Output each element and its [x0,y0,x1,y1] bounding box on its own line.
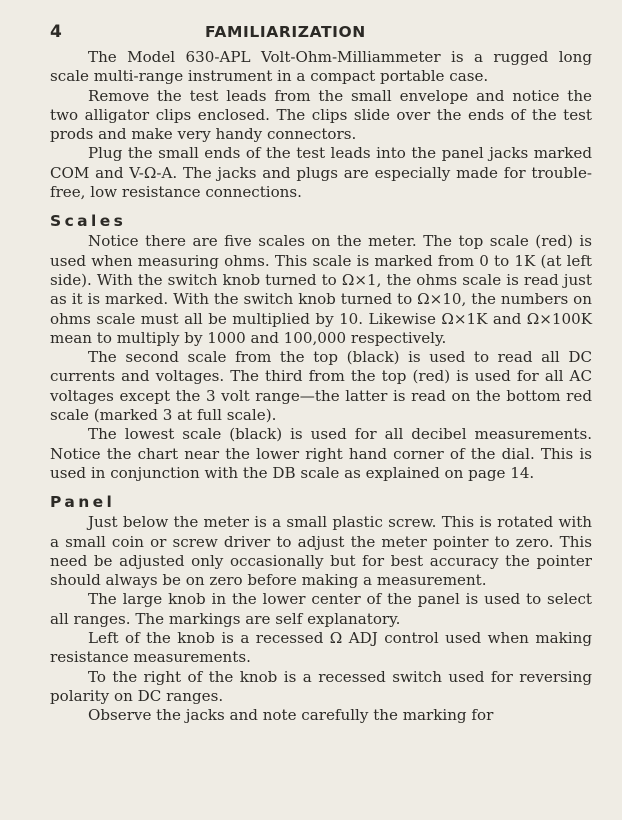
page-number: 4 [50,22,63,42]
body-text [50,48,592,726]
paragraph: The Model 630-APL Volt-Ohm-Milliammeter is a rugged long scale multi-range instrument in a compact portable case. [50,48,592,86]
paragraph: Notice there are five scales on the meter. The top scale (red) is used when measuring ohms. This scale is marked from 0 to 1K (at left side). With the switch knob turned to Ω×1, the ohms scale is read just as it is marked. With the switch knob turned to Ω×10, the numbers on ohms scale must all be multiplied by 10. Likewise Ω×1K and Ω×100K mean to multiply by 1000 and 100,000 respectively. [50,232,592,347]
page-header [50,20,592,48]
paragraph: To the right of the knob is a recessed switch used for reversing polarity on DC ranges. [50,667,592,705]
paragraph: Just below the meter is a small plastic screw. This is rotated with a small coin or screw driver to adjust the meter pointer to zero. This need be adjusted only occasionally but for best accuracy the pointer should always be on zero before making a measurement. [50,513,592,590]
paragraph: Remove the test leads from the small envelope and notice the two alligator clips enclosed. The clips slide over the ends of the test prods and make very handy connectors. [50,86,592,144]
paragraph: The lowest scale (black) is used for all decibel measurements. Notice the chart near the lower right hand corner of the dial. This is used in conjunction with the DB scale as explained on page 14. [50,425,592,482]
paragraph: The second scale from the top (black) is used to read all DC currents and voltages. The third from the top (red) is used for all AC voltages except the 3 volt range—the latter is read on the bottom red scale (marked 3 at full scale). [50,348,592,425]
paragraph: Observe the jacks and note carefully the marking for [88,706,494,725]
paragraph: Left of the knob is a recessed Ω ADJ control used when making resistance measurements. [50,629,592,667]
paragraph: Plug the small ends of the test leads into the panel jacks marked COM and V-Ω-A. The jacks and plugs are especially made for trouble-free, low resistance connections. [50,144,592,202]
section-heading-scales: Scales [50,212,127,231]
section-heading-panel: Panel [50,493,116,512]
paragraph: The large knob in the lower center of the panel is used to select all ranges. The markings are self explanatory. [50,590,592,628]
running-title: FAMILIARIZATION [205,23,366,41]
